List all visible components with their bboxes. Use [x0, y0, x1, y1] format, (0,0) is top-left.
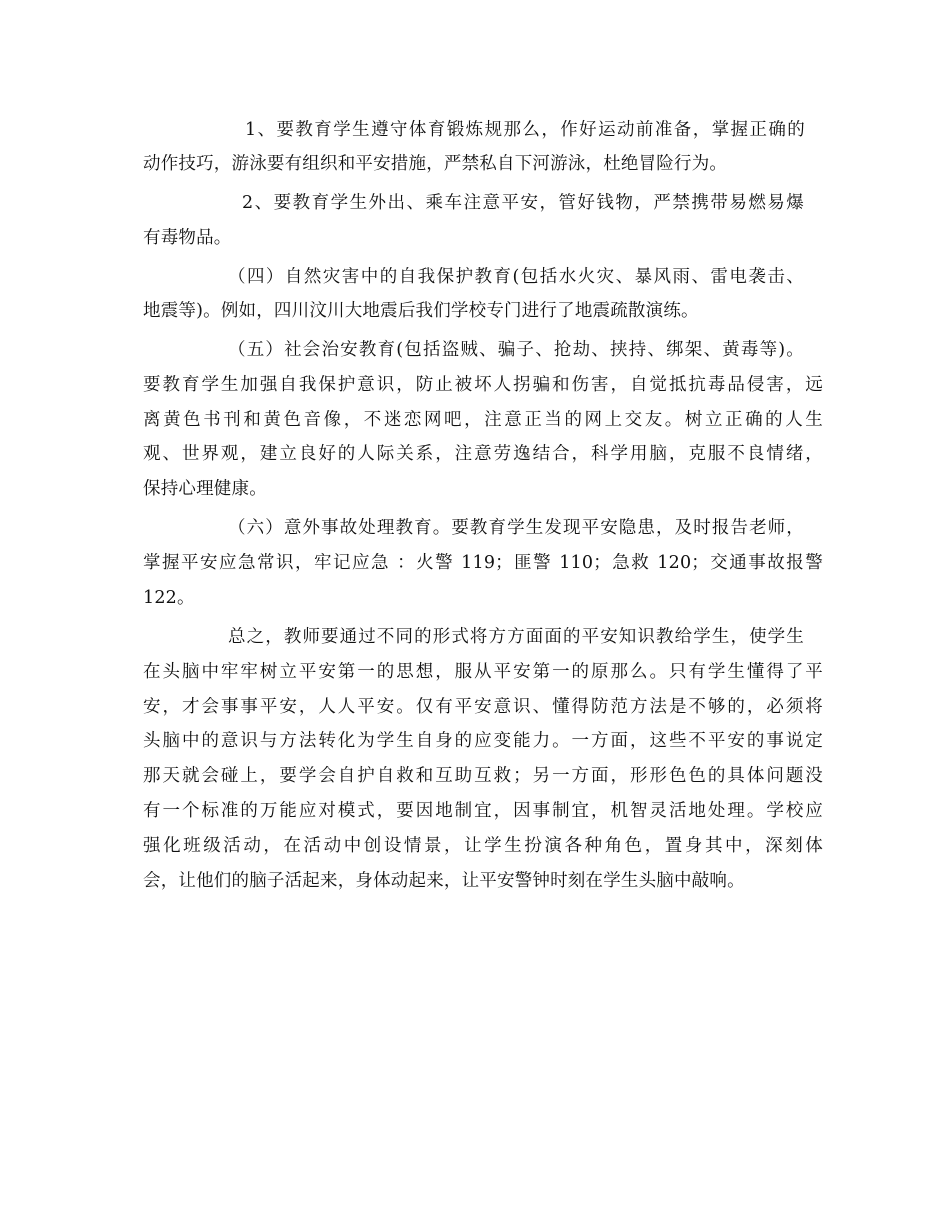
paragraph-line: （六）意外事故处理教育。要教育学生发现平安隐患，及时报告老师， [228, 518, 804, 538]
paragraph-line: 总之，教师要通过不同的形式将方方面面的平安知识教给学生，使学生 [228, 627, 804, 647]
paragraph-line: （五）社会治安教育(包括盗贼、骗子、抢劫、挟持、绑架、黄毒等)。 [228, 340, 804, 360]
paragraph-line: 头脑中的意识与方法转化为学生自身的应变能力。一方面，这些不平安的事说定 [143, 731, 823, 751]
paragraph-line: 动作技巧，游泳要有组织和平安措施，严禁私自下河游泳，杜绝冒险行为。 [143, 154, 728, 174]
paragraph-line: 地震等)。例如，四川汶川大地震后我们学校专门进行了地震疏散演练。 [143, 301, 699, 321]
paragraph-line: 保持心理健康。 [143, 479, 267, 499]
paragraph-line: 有一个标准的万能应对模式，要因地制宜，因事制宜，机智灵活地处理。学校应 [143, 801, 823, 821]
paragraph-line: 观、世界观，建立良好的人际关系，注意劳逸结合，科学用脑，克服不良情绪， [143, 444, 823, 464]
paragraph-line: 2、要教育学生外出、乘车注意平安，管好钱物，严禁携带易燃易爆 [242, 193, 804, 213]
paragraph-line: 那天就会碰上，要学会自护自救和互助互救；另一方面，形形色色的具体问题没 [143, 766, 823, 786]
paragraph-line: 1、要教育学生遵守体育锻炼规那么，作好运动前准备，掌握正确的 [245, 120, 805, 140]
paragraph-line: 有毒物品。 [143, 228, 232, 248]
paragraph-line: 会，让他们的脑子活起来，身体动起来，让平安警钟时刻在学生头脑中敲响。 [143, 871, 745, 891]
paragraph-line: 安，才会事事平安，人人平安。仅有平安意识、懂得防范方法是不够的，必须将 [143, 697, 823, 717]
paragraph-line: 在头脑中牢牢树立平安第一的思想，服从平安第一的原那么。只有学生懂得了平 [143, 662, 823, 682]
paragraph-line: 掌握平安应急常识，牢记应急 ：火警 119；匪警 110；急救 120；交通事故报警 [143, 553, 823, 573]
paragraph-line: 122。 [143, 588, 195, 608]
paragraph-line: 离黄色书刊和黄色音像，不迷恋网吧，注意正当的网上交友。树立正确的人生 [143, 410, 823, 430]
paragraph-line: （四）自然灾害中的自我保护教育(包括水火灾、暴风雨、雷电袭击、 [228, 267, 804, 287]
paragraph-line: 强化班级活动，在活动中创设情景，让学生扮演各种角色，置身其中，深刻体 [143, 836, 823, 856]
paragraph-line: 要教育学生加强自我保护意识，防止被坏人拐骗和伤害，自觉抵抗毒品侵害，远 [143, 375, 823, 395]
